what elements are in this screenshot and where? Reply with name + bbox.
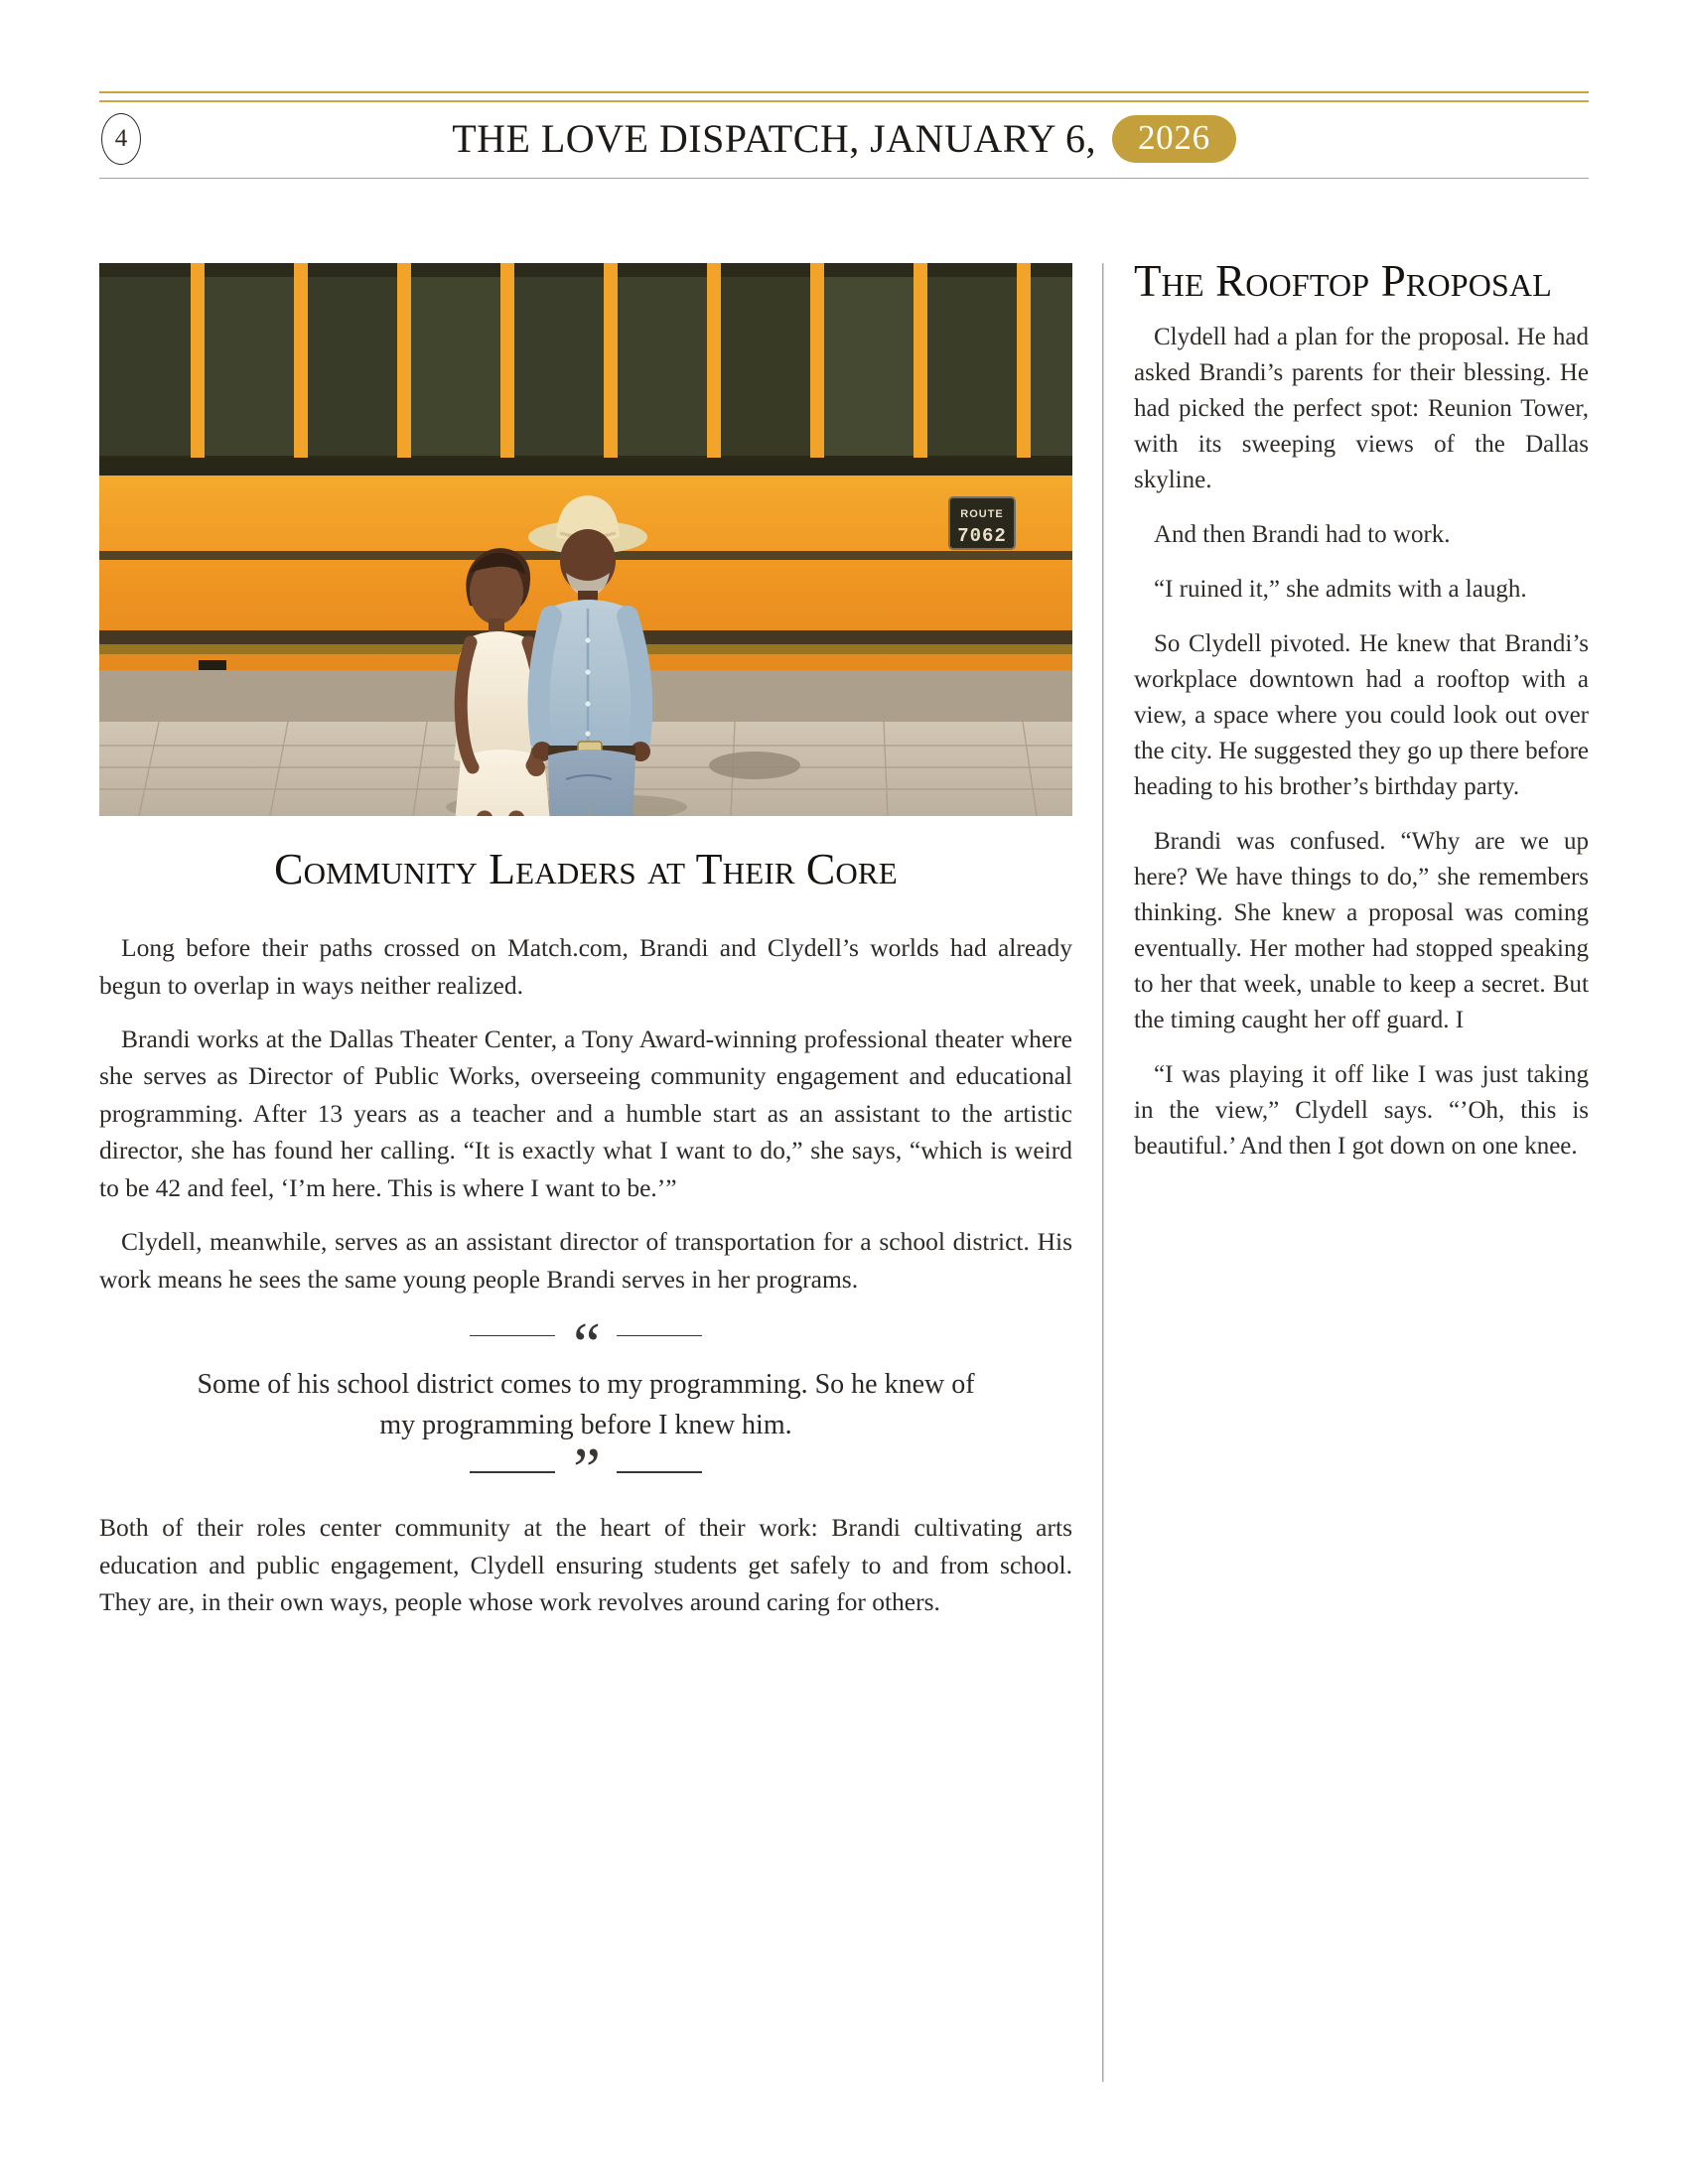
paragraph: And then Brandi had to work. (1154, 521, 1451, 549)
ornament-rule-right (617, 1471, 702, 1473)
masthead-row (99, 102, 1589, 176)
paragraph: “I was playing it off like I was just taking in the view,” Clydell says. “’Oh, this is beautiful.’ And then I got down on one knee. (1134, 1061, 1589, 1160)
masthead-bottom-rule (99, 178, 1589, 180)
paragraph: So Clydell pivoted. He knew that Brandi’s workplace downtown had a rooftop with a view, a space where you could look out over the city. He suggested they go up there before heading to his brother’s birthday party. (1134, 630, 1589, 801)
couple-bus-photo (99, 263, 1072, 816)
paragraph: Brandi was confused. “Why are we up here? We have things to do,” she remembers thinking. She knew a proposal was coming eventually. Her mother had stopped speaking to her that week, unable to keep a secret. But the timing caught her off guard. I (1134, 828, 1589, 1034)
paragraph: Long before their paths crossed on Match.com, Brandi and Clydell’s worlds had already begun to overlap in ways neither realized. (99, 933, 1072, 1000)
svg-text:ROUTE: ROUTE (960, 508, 1004, 520)
pull-quote-text: Some of his school district comes to my programming. So he knew of my programming before I knew him. (197, 1369, 975, 1441)
svg-text:7062: 7062 (957, 525, 1007, 547)
left-column (99, 263, 1072, 2090)
pull-quote-bottom-ornament: ” (99, 1452, 1072, 1492)
pull-quote (99, 1311, 1072, 1505)
right-column (1134, 256, 1589, 2090)
publication-title (452, 115, 1236, 163)
left-body-before-quote (99, 929, 1072, 1297)
year-badge (1112, 115, 1236, 163)
right-headline: The Rooftop Proposal (1134, 256, 1552, 306)
left-body-after-quote (99, 1509, 1072, 1620)
paragraph: Brandi works at the Dallas Theater Center, a Tony Award-winning professional theater where she serves as Director of Public Works, overseeing community engagement and educational programming. After 13 years as a teacher and a humble start as an assistant to the artistic director, she has found her calling. “It is exactly what I want to do,” she says, “which is weird to be 42 and feel, ‘I’m here. This is where I want to be.’” (99, 1024, 1072, 1202)
column-divider (1102, 263, 1103, 2082)
right-body (1134, 320, 1589, 1164)
paragraph: Clydell had a plan for the proposal. He had asked Brandi’s parents for their blessing. He had picked the perfect spot: Reunion Tower, with its sweeping views of the Dallas skyline. (1134, 324, 1589, 494)
ornament-rule-right (617, 1335, 702, 1337)
column-gap (1072, 263, 1134, 2090)
left-headline: Community Leaders at Their Core (274, 845, 898, 893)
article-columns (99, 256, 1589, 2090)
paragraph: “I ruined it,” she admits with a laugh. (1154, 576, 1527, 604)
year-badge-text: 2026 (1137, 117, 1210, 157)
photo-illustration (99, 263, 1072, 816)
paragraph: Clydell, meanwhile, serves as an assistant director of transportation for a school district. His work means he sees the same young people Brandi serves in her programs. (99, 1227, 1072, 1294)
paragraph: Both of their roles center community at the heart of their work: Brandi cultivating arts education and public engagement, Clydell ensuring students get safely to and from school. They are, in their own ways, people whose work revolves around caring for others. (99, 1513, 1072, 1617)
ornament-rule-left (470, 1335, 555, 1337)
page-number-text: 4 (114, 125, 128, 152)
publication-title-text: THE LOVE DISPATCH, JANUARY 6, (452, 116, 1096, 161)
masthead-rule-gap (99, 93, 1589, 100)
page-number-badge (101, 113, 141, 165)
pull-quote-top-ornament: “ (99, 1315, 1072, 1355)
ornament-rule-left (470, 1471, 555, 1473)
masthead (99, 91, 1589, 179)
